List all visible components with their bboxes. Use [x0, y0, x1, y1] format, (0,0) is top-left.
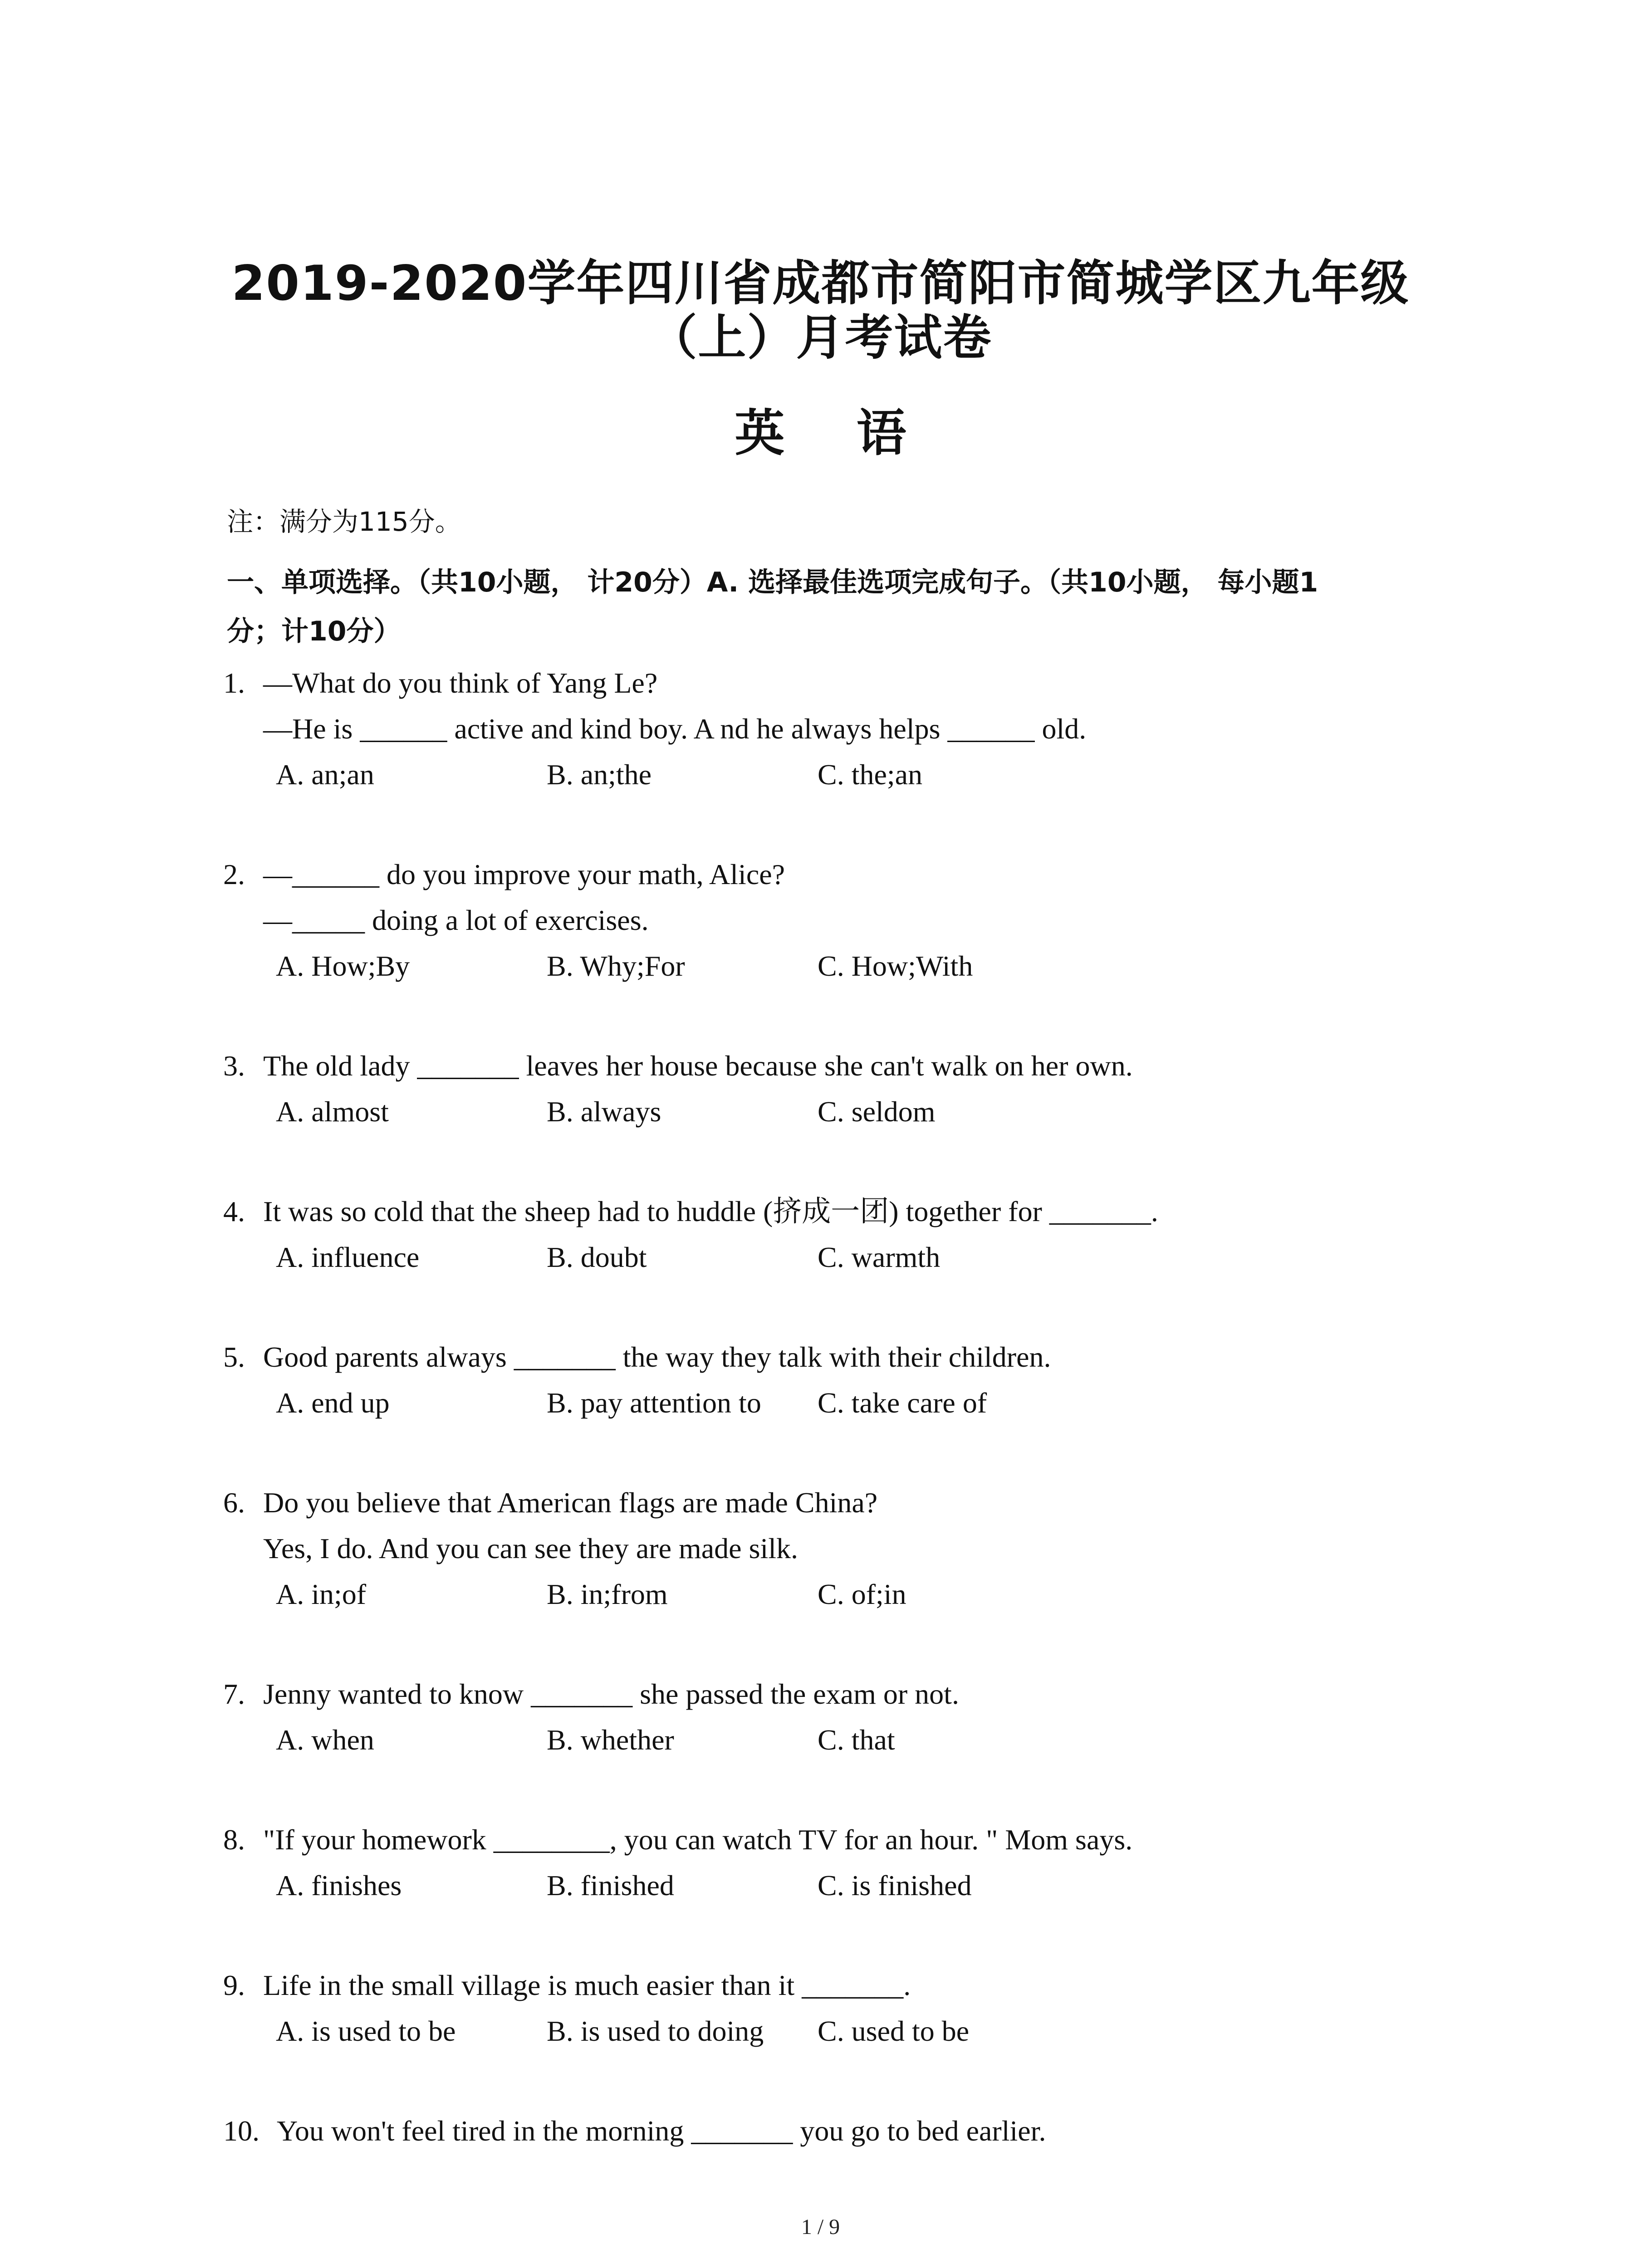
- answer-option: C. warmth: [818, 1241, 941, 1273]
- answer-option: B. an;the: [547, 758, 652, 791]
- question-stem: [223, 1962, 1448, 2008]
- answer-options: [223, 1089, 1448, 1134]
- answer-option: A. an;an: [276, 758, 374, 791]
- question-number: 1.: [223, 667, 245, 699]
- answer-option: C. that: [818, 1724, 895, 1756]
- question-number: 6.: [223, 1486, 245, 1519]
- question-stem: [223, 1043, 1448, 1089]
- question-item: [223, 2108, 1448, 2154]
- question-item: [223, 1043, 1448, 1134]
- question-text: —What do you think of Yang Le?: [263, 667, 658, 699]
- question-text: Good parents always _______ the way they talk with their children.: [263, 1341, 1051, 1373]
- answer-options: [223, 1571, 1448, 1617]
- question-number: 4.: [223, 1195, 245, 1227]
- answer-option: C. How;With: [818, 950, 973, 982]
- question-stem: [223, 1188, 1448, 1234]
- question-text: Do you believe that American flags are made China?: [263, 1486, 878, 1519]
- question-stem-continued: [223, 1525, 1448, 1571]
- question-text: It was so cold that the sheep had to huddle (挤成一团) together for _______.: [263, 1195, 1158, 1227]
- answer-option: B. whether: [547, 1724, 674, 1756]
- answer-option: A. in;of: [276, 1578, 367, 1610]
- page-indicator: 1 / 9: [801, 2215, 840, 2239]
- question-item: [223, 1334, 1448, 1426]
- question-text: —_____ doing a lot of exercises.: [263, 904, 649, 936]
- answer-option: B. doubt: [547, 1241, 647, 1273]
- answer-options: [223, 752, 1448, 797]
- answer-option: B. always: [547, 1095, 661, 1128]
- question-list: [223, 660, 1448, 2208]
- question-stem-continued: [223, 706, 1448, 752]
- answer-options: [223, 943, 1448, 989]
- question-item: [223, 1480, 1448, 1617]
- question-stem: [223, 660, 1448, 706]
- question-number: 3.: [223, 1050, 245, 1082]
- question-stem: [223, 1817, 1448, 1862]
- answer-option: A. almost: [276, 1095, 389, 1128]
- question-number: 8.: [223, 1823, 245, 1856]
- question-stem: [223, 851, 1448, 897]
- question-item: [223, 660, 1448, 797]
- question-number: 7.: [223, 1678, 245, 1710]
- question-text: Yes, I do. And you can see they are made silk.: [263, 1532, 798, 1564]
- answer-option: C. is finished: [818, 1869, 972, 1901]
- question-text: —He is ______ active and kind boy. A nd he always helps ______ old.: [263, 713, 1087, 745]
- question-text: "If your homework ________, you can watch TV for an hour. " Mom says.: [263, 1823, 1133, 1856]
- answer-option: A. influence: [276, 1241, 420, 1273]
- question-text: Jenny wanted to know _______ she passed the exam or not.: [263, 1678, 959, 1710]
- answer-option: B. Why;For: [547, 950, 685, 982]
- question-item: [223, 1671, 1448, 1763]
- subject-heading: 英 语: [735, 404, 934, 462]
- score-note: 注：满分为115分。: [227, 506, 461, 537]
- section-heading-line-2: 分；计10分）: [227, 616, 401, 647]
- answer-option: C. of;in: [818, 1578, 906, 1610]
- answer-option: C. used to be: [818, 2015, 970, 2047]
- answer-options: [223, 1717, 1448, 1763]
- question-stem-continued: [223, 897, 1448, 943]
- section-heading: [227, 558, 1461, 656]
- answer-options: [223, 1234, 1448, 1280]
- question-stem: [223, 1480, 1448, 1525]
- answer-option: A. How;By: [276, 950, 410, 982]
- question-stem: [223, 1334, 1448, 1380]
- section-heading-line-1: 一、单项选择。（共10小题， 计20分）A. 选择最佳选项完成句子。（共10小题， 每小题1: [227, 567, 1318, 598]
- answer-option: B. in;from: [547, 1578, 668, 1610]
- answer-option: B. is used to doing: [547, 2015, 764, 2047]
- question-stem: [223, 1671, 1448, 1717]
- question-text: The old lady _______ leaves her house because she can't walk on her own.: [263, 1050, 1133, 1082]
- question-text: You won't feel tired in the morning _______ you go to bed earlier.: [277, 2115, 1046, 2147]
- answer-option: A. end up: [276, 1387, 390, 1419]
- question-text: Life in the small village is much easier than it _______.: [263, 1969, 911, 2001]
- answer-option: C. take care of: [818, 1387, 987, 1419]
- answer-option: A. finishes: [276, 1869, 402, 1901]
- question-number: 5.: [223, 1341, 245, 1373]
- answer-option: B. finished: [547, 1869, 674, 1901]
- question-text: —______ do you improve your math, Alice?: [263, 858, 785, 890]
- answer-option: C. the;an: [818, 758, 923, 791]
- question-number: 9.: [223, 1969, 245, 2001]
- answer-options: [223, 1380, 1448, 1426]
- question-number: 10.: [223, 2115, 260, 2147]
- answer-option: B. pay attention to: [547, 1387, 761, 1419]
- exam-title-line-1: 2019-2020学年四川省成都市简阳市简城学区九年级: [231, 255, 1410, 311]
- question-number: 2.: [223, 858, 245, 890]
- answer-options: [223, 2008, 1448, 2054]
- question-item: [223, 1817, 1448, 1908]
- answer-option: A. is used to be: [276, 2015, 456, 2047]
- question-item: [223, 851, 1448, 989]
- answer-option: C. seldom: [818, 1095, 936, 1128]
- question-item: [223, 1962, 1448, 2054]
- question-stem: [223, 2108, 1448, 2154]
- exam-title-line-2: （上）月考试卷: [649, 310, 992, 366]
- answer-options: [223, 1862, 1448, 1908]
- question-item: [223, 1188, 1448, 1280]
- answer-option: A. when: [276, 1724, 374, 1756]
